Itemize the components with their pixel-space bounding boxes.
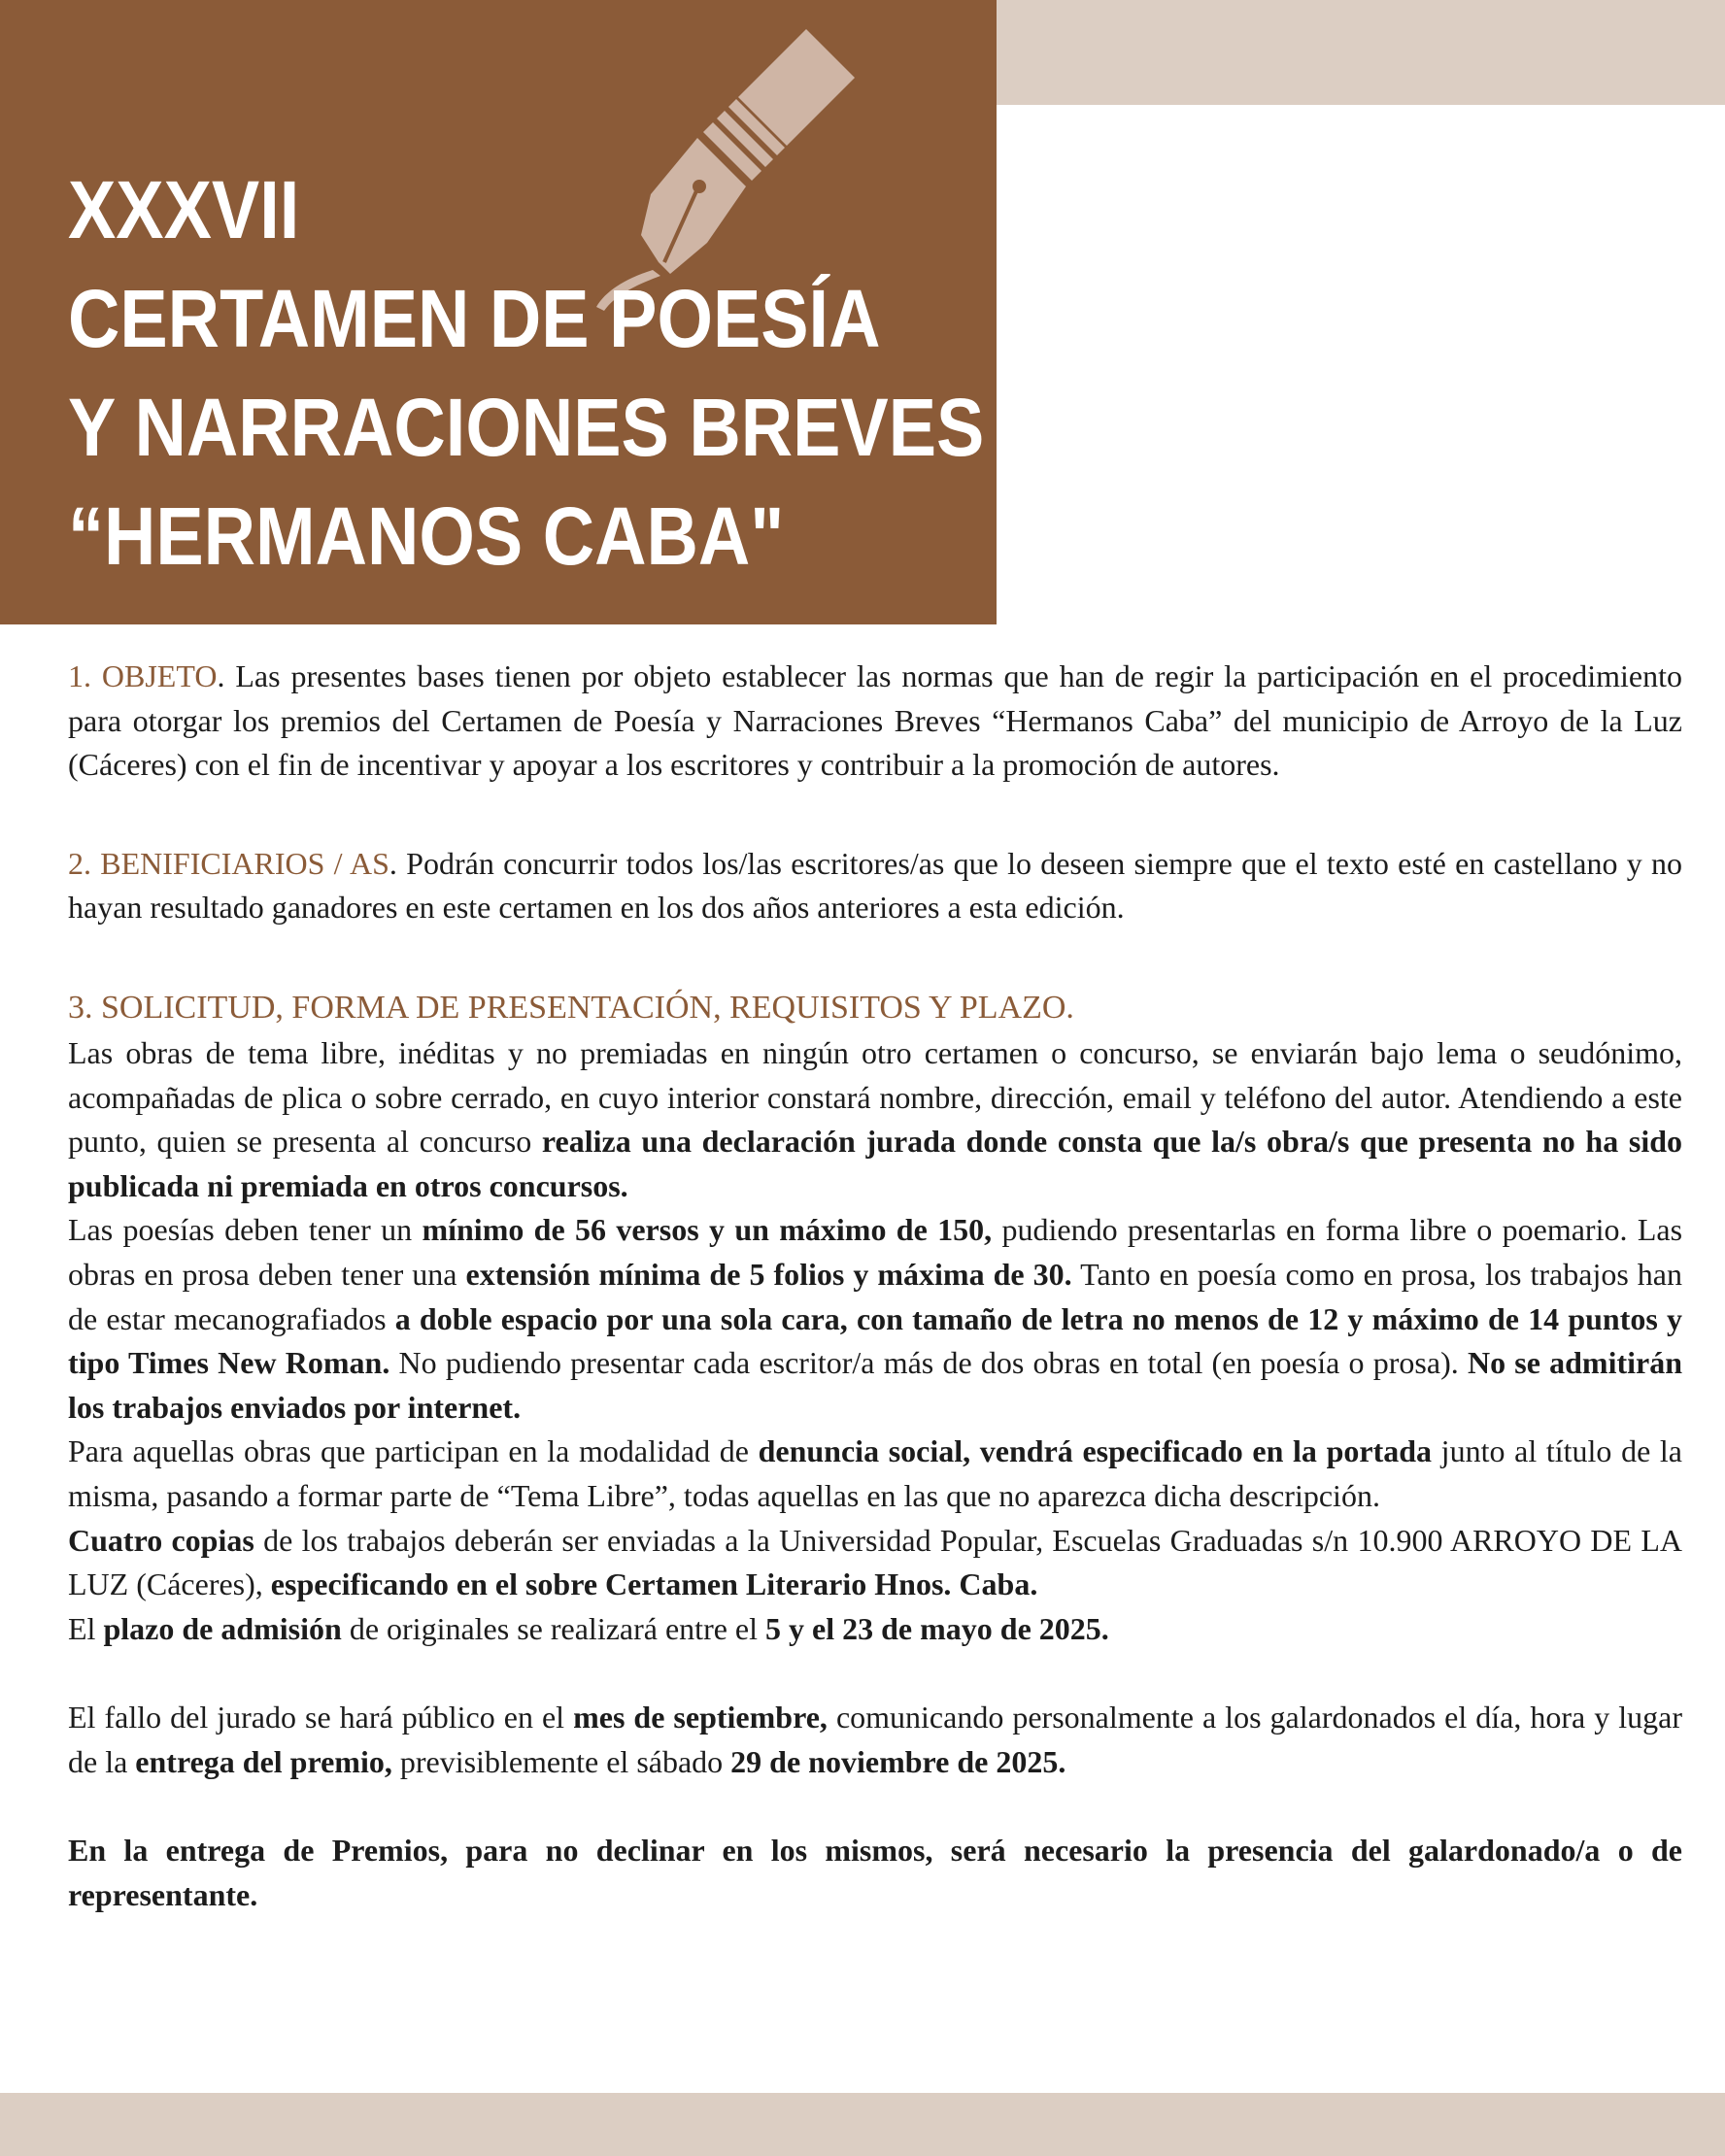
title-line-narraciones: Y NARRACIONES BREVES (68, 382, 985, 473)
fallo-text-e: previsiblemente el sábado (391, 1743, 731, 1779)
title-line-certamen: CERTAMEN DE POESÍA (68, 273, 881, 364)
copias-sobre-bold: especificando en el sobre Certamen Literario Hnos. Caba. (270, 1566, 1038, 1602)
formato-extension-bold: extensión mínima de 5 folios y máxima de 30. (465, 1256, 1072, 1292)
formato-mecanografiado-bold: a doble espacio por una sola cara, con tamaño de letra no menos de 12 y máximo de 14 puntos y tipo Times New Roman. (68, 1300, 1683, 1381)
fallo-text-c: comunicando personalmente a los galardonados el día, hora y lugar de la (68, 1700, 1683, 1779)
section-beneficiarios-heading: 2. BENIFICIARIOS / AS (68, 845, 389, 881)
solicitud-paragraph-denuncia (68, 1430, 1682, 1518)
final-note (68, 1829, 1682, 1917)
fallo-paragraph (68, 1696, 1682, 1784)
section-beneficiarios-text: . Podrán concurrir todos los/las escritores/as que lo deseen siempre que el texto esté en castellano y no hayan resultado ganadores en este certamen en los dos años anteriores a esta edición. (68, 845, 1683, 926)
page-title (68, 155, 984, 590)
plazo-text-a: El (68, 1610, 104, 1646)
section-objeto-text: . Las presentes bases tienen por objeto establecer las normas que han de regir la participación en el procedimiento para otorgar los premios del Certamen de Poesía y Narraciones Breves “Hermanos Caba” del municipio de Arroyo de la Luz (Cáceres) con el fin de incentivar y apoyar a los escritores y contribuir a la promoción de autores. (68, 658, 1683, 783)
title-line-hermanos-caba: “HERMANOS CABA" (68, 490, 785, 582)
denuncia-text-a: Para aquellas obras que participan en la modalidad de (68, 1433, 759, 1469)
fallo-entrega-bold: entrega del premio, (135, 1743, 392, 1779)
formato-internet-bold: No se admitirán los trabajos enviados por internet. (68, 1345, 1683, 1425)
formato-text-c: pudiendo presentarlas en forma libre o poemario. Las obras en prosa deben tener una (68, 1212, 1683, 1292)
solicitud-paragraph-plazo (68, 1607, 1682, 1652)
title-line-edition: XXXVII (68, 164, 300, 255)
fallo-text-a: El fallo del jurado se hará público en el (68, 1700, 574, 1735)
solicitud-obras-text: Las obras de tema libre, inéditas y no premiadas en ningún otro certamen o concurso, se enviarán bajo lema o seudónimo, acompañadas de plica o sobre cerrado, en cuyo interior constará nombre, dirección, email y teléfono del autor. Atendiendo a este punto, quien se presenta al concurso (68, 1034, 1682, 1160)
top-decorative-strip (997, 0, 1725, 105)
section-objeto-heading: 1. OBJETO (68, 658, 218, 693)
section-solicitud-heading: 3. SOLICITUD, FORMA DE PRESENTACIÓN, REQUISITOS Y PLAZO. (68, 989, 1074, 1026)
formato-text-e: Tanto en poesía como en prosa, los trabajos han de estar mecanografiados (68, 1256, 1683, 1336)
formato-text-a: Las poesías deben tener un (68, 1212, 423, 1248)
solicitud-paragraph-obras (68, 1031, 1682, 1208)
denuncia-text-c: junto al título de la misma, pasando a formar parte de “Tema Libre”, todas aquellas en las que no aparezca dicha descripción. (68, 1433, 1683, 1513)
copias-bold: Cuatro copias (68, 1522, 254, 1558)
section-beneficiarios (68, 842, 1682, 930)
rules-content (68, 655, 1682, 1918)
solicitud-declaracion-bold: realiza una declaración jurada donde consta que la/s obra/s que presenta no ha sido publicada ni premiada en otros concursos. (68, 1124, 1683, 1203)
header-banner (0, 0, 997, 624)
final-note-bold: En la entrega de Premios, para no declinar en los mismos, será necesario la presencia del galardonado/a o de representante. (68, 1833, 1682, 1913)
fallo-mes-bold: mes de septiembre, (573, 1700, 828, 1735)
solicitud-paragraph-copias (68, 1519, 1682, 1607)
fallo-fecha-bold: 29 de noviembre de 2025. (730, 1743, 1066, 1779)
section-objeto (68, 655, 1682, 788)
plazo-text-c: de originales se realizará entre el (341, 1610, 766, 1646)
solicitud-paragraph-formato (68, 1208, 1682, 1430)
bottom-decorative-strip (0, 2093, 1725, 2156)
formato-text-g: No pudiendo presentar cada escritor/a más de dos obras en total (en poesía o prosa). (389, 1345, 1468, 1381)
formato-versos-bold: mínimo de 56 versos y un máximo de 150, (422, 1212, 993, 1248)
copias-text: de los trabajos deberán ser enviadas a la Universidad Popular, Escuelas Graduadas s/n 10.900 ARROYO DE LA LUZ (Cáceres), (68, 1522, 1683, 1602)
denuncia-bold: denuncia social, vendrá especificado en la portada (758, 1433, 1433, 1469)
plazo-bold: plazo de admisión (103, 1610, 342, 1646)
plazo-fechas-bold: 5 y el 23 de mayo de 2025. (765, 1610, 1109, 1646)
